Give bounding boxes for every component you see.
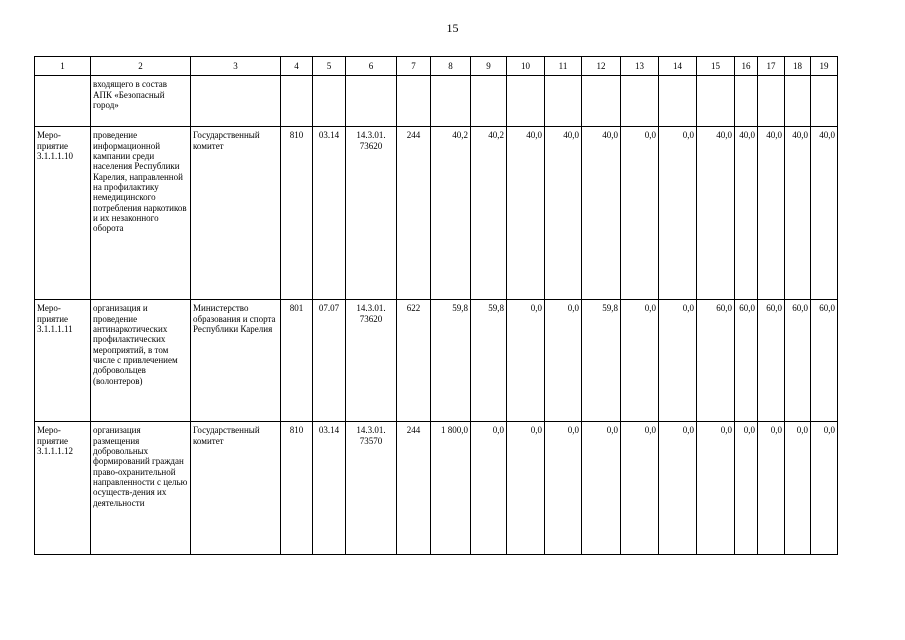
value-cell: 40,0 — [811, 127, 838, 300]
col-header: 14 — [659, 57, 697, 76]
csr-code — [346, 76, 397, 127]
value-cell: 60,0 — [735, 300, 758, 422]
value-cell — [735, 76, 758, 127]
csr-code: 14.3.01. 73620 — [346, 127, 397, 300]
value-cell: 40,2 — [471, 127, 507, 300]
budget-table — [34, 56, 838, 555]
page-number: 15 — [446, 21, 459, 35]
rzpr-code: 03.14 — [313, 127, 346, 300]
value-cell: 0,0 — [621, 127, 659, 300]
value-cell: 59,8 — [471, 300, 507, 422]
measure-id — [35, 76, 91, 127]
col-header: 9 — [471, 57, 507, 76]
vr-code: 244 — [397, 127, 431, 300]
measure-id: Меро-приятие 3.1.1.1.11 — [35, 300, 91, 422]
rzpr-code: 07.07 — [313, 300, 346, 422]
value-cell: 60,0 — [785, 300, 811, 422]
col-header: 18 — [785, 57, 811, 76]
value-cell: 0,0 — [471, 422, 507, 555]
grbs-code: 801 — [281, 300, 313, 422]
value-cell — [659, 76, 697, 127]
value-cell: 60,0 — [811, 300, 838, 422]
value-cell: 0,0 — [735, 422, 758, 555]
measure-name: организация размещения добровольных формирований граждан право-охранительной направленности с целью осуществ-дения их деятельности — [91, 422, 191, 555]
col-header: 7 — [397, 57, 431, 76]
col-header: 12 — [582, 57, 621, 76]
col-header: 8 — [431, 57, 471, 76]
measure-name: проведение информационной кампании среди населения Республики Карелия, направленной на профилактику немедицинского потребления наркотиков и их незаконного оборота — [91, 127, 191, 300]
value-cell: 40,0 — [758, 127, 785, 300]
csr-code: 14.3.01. 73620 — [346, 300, 397, 422]
value-cell: 0,0 — [811, 422, 838, 555]
value-cell: 40,0 — [697, 127, 735, 300]
value-cell — [471, 76, 507, 127]
value-cell: 0,0 — [507, 422, 545, 555]
col-header: 1 — [35, 57, 91, 76]
col-header: 17 — [758, 57, 785, 76]
col-header: 16 — [735, 57, 758, 76]
table-row — [35, 300, 838, 422]
col-header: 4 — [281, 57, 313, 76]
value-cell: 40,0 — [545, 127, 582, 300]
vr-code: 244 — [397, 422, 431, 555]
executor: Государственный комитет — [191, 422, 281, 555]
value-cell: 40,0 — [735, 127, 758, 300]
col-header: 19 — [811, 57, 838, 76]
value-cell: 0,0 — [659, 422, 697, 555]
measure-id: Меро-приятие 3.1.1.1.10 — [35, 127, 91, 300]
executor: Государственный комитет — [191, 127, 281, 300]
vr-code — [397, 76, 431, 127]
grbs-code: 810 — [281, 422, 313, 555]
value-cell: 0,0 — [697, 422, 735, 555]
value-cell — [785, 76, 811, 127]
value-cell: 0,0 — [545, 300, 582, 422]
value-cell — [582, 76, 621, 127]
value-cell: 40,2 — [431, 127, 471, 300]
value-cell: 0,0 — [659, 300, 697, 422]
value-cell: 60,0 — [758, 300, 785, 422]
value-cell — [697, 76, 735, 127]
table-row — [35, 127, 838, 300]
table-row — [35, 422, 838, 555]
value-cell: 59,8 — [431, 300, 471, 422]
col-header: 15 — [697, 57, 735, 76]
value-cell: 40,0 — [785, 127, 811, 300]
value-cell: 60,0 — [697, 300, 735, 422]
measure-name: входящего в состав АПК «Безопасный город» — [91, 76, 191, 127]
col-header: 5 — [313, 57, 346, 76]
col-header: 3 — [191, 57, 281, 76]
col-header: 10 — [507, 57, 545, 76]
col-header: 6 — [346, 57, 397, 76]
value-cell: 1 800,0 — [431, 422, 471, 555]
value-cell: 0,0 — [582, 422, 621, 555]
vr-code: 622 — [397, 300, 431, 422]
value-cell — [811, 76, 838, 127]
value-cell: 40,0 — [582, 127, 621, 300]
value-cell — [431, 76, 471, 127]
value-cell — [621, 76, 659, 127]
value-cell: 40,0 — [507, 127, 545, 300]
value-cell: 0,0 — [545, 422, 582, 555]
col-header: 2 — [91, 57, 191, 76]
value-cell: 0,0 — [621, 300, 659, 422]
executor: Министерство образования и спорта Республики Карелия — [191, 300, 281, 422]
executor — [191, 76, 281, 127]
value-cell: 0,0 — [621, 422, 659, 555]
grbs-code: 810 — [281, 127, 313, 300]
value-cell: 0,0 — [758, 422, 785, 555]
rzpr-code — [313, 76, 346, 127]
value-cell: 0,0 — [659, 127, 697, 300]
value-cell: 0,0 — [507, 300, 545, 422]
value-cell — [507, 76, 545, 127]
value-cell: 0,0 — [785, 422, 811, 555]
header-row — [35, 57, 838, 76]
table-row — [35, 76, 838, 127]
rzpr-code: 03.14 — [313, 422, 346, 555]
measure-id: Меро-приятие 3.1.1.1.12 — [35, 422, 91, 555]
value-cell: 59,8 — [582, 300, 621, 422]
grbs-code — [281, 76, 313, 127]
measure-name: организация и проведение антинаркотических профилактических мероприятий, в том числе с привлечением добровольцев (волонтеров) — [91, 300, 191, 422]
col-header: 13 — [621, 57, 659, 76]
value-cell — [758, 76, 785, 127]
csr-code: 14.3.01. 73570 — [346, 422, 397, 555]
value-cell — [545, 76, 582, 127]
col-header: 11 — [545, 57, 582, 76]
